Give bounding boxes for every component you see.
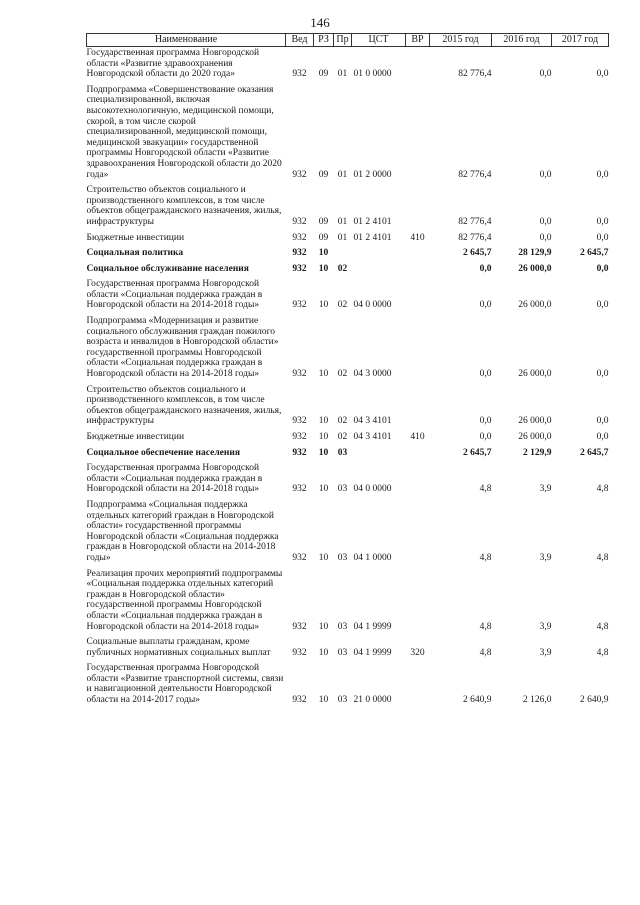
cell-vr [406,84,430,184]
cell-cst: 04 1 9999 [353,621,392,632]
cell-cst: 01 0 0000 [353,69,392,80]
cell-pr: 03 [337,447,348,458]
cell-y2017: 4,8 [596,552,609,563]
cell-ved: 932 [292,416,307,427]
cell-name: Государственная программа Новгородской области «Развитие здравоохранения Новгородской области до 2020 года» [86,48,260,80]
table-row [87,499,609,568]
table-row [87,462,609,499]
cell-pr [334,247,352,263]
cell-rz: 09 [318,216,329,227]
cell-ved: 932 [292,232,307,243]
cell-y2015: 4,8 [479,647,492,658]
cell-y2017: 0,0 [596,169,609,180]
cell-cst: 01 2 0000 [353,169,392,180]
cell-y2017: 0,0 [596,263,609,274]
cell-cst: 04 1 0000 [353,552,392,563]
cell-name: Социальное обеспечение населения [86,447,240,458]
cell-cst [352,263,406,279]
cell-ved: 932 [292,484,307,495]
cell-name: Реализация прочих мероприятий подпрограммы «Социальная поддержка отдельных категорий граждан в Новгородской области» государственной программы Новгородской области «Социальная поддержка граждан в Новгородской области на 2014-2018 годы» [86,568,283,632]
cell-rz: 10 [318,695,329,706]
cell-cst [352,447,406,463]
cell-ved: 932 [292,647,307,658]
cell-pr: 03 [337,647,348,658]
cell-ved: 932 [292,169,307,180]
cell-rz: 10 [318,300,329,311]
cell-vr [406,263,430,279]
cell-vr [406,47,430,84]
cell-pr: 02 [337,416,348,427]
cell-y2016: 3,9 [539,552,552,563]
cell-name: Бюджетные инвестиции [86,432,185,442]
cell-rz: 10 [318,552,329,563]
cell-y2017: 4,8 [596,647,609,658]
header-rz: РЗ [314,34,334,47]
cell-vr [406,247,430,263]
cell-rz: 09 [318,169,329,180]
cell-pr: 01 [337,169,348,180]
cell-y2015: 0,0 [479,300,492,311]
cell-name: Подпрограмма «Модернизация и развитие социального обслуживания граждан пожилого возраста и инвалидов в Новгородской области» государственной программы Новгородской области «Социальная поддержка граждан в Новгородской области на 2014-2018 годы» [86,316,279,380]
cell-name: Социальное обслуживание населения [86,263,249,274]
cell-vr [406,662,430,709]
cell-vr [406,184,430,231]
cell-ved: 932 [292,552,307,563]
cell-name: Социальная политика [86,248,184,259]
cell-y2017: 4,8 [596,484,609,495]
cell-y2017: 0,0 [596,216,609,227]
table-row [87,662,609,709]
cell-pr: 01 [337,216,348,227]
cell-y2016: 3,9 [539,484,552,495]
cell-vr [406,315,430,384]
header-2015: 2015 год [430,34,492,47]
cell-y2017: 4,8 [596,621,609,632]
table-row [87,47,609,84]
cell-cst: 01 2 4101 [353,232,392,243]
header-2016: 2016 год [492,34,552,47]
cell-name: Строительство объектов социального и производственного комплексов, в том числе объектов общегражданского назначения, жилья, инфраструктуры [86,384,282,427]
cell-y2015: 2 645,7 [463,447,492,458]
cell-y2016: 3,9 [539,647,552,658]
cell-name: Подпрограмма «Совершенствование оказания специализированной, включая высокотехнологичную, медицинской помощи, скорой, в том числе скорой специализированной, медицинской помощи, медицинской эвакуации» государственной программы Новгородской области «Развитие здравоохранения Новгородской области до 2020 года» [86,84,282,180]
cell-y2016: 26 000,0 [518,369,552,380]
cell-pr: 03 [337,552,348,563]
table-row [87,247,609,263]
cell-name: Социальные выплаты гражданам, кроме публичных нормативных социальных выплат [86,637,271,658]
cell-rz: 10 [318,263,329,274]
cell-y2015: 2 640,9 [463,695,492,706]
cell-name: Подпрограмма «Социальная поддержка отдельных категорий граждан в Новгородской области» государственной программы Новгородской области «Социальная поддержка граждан в Новгородской области на 2014-2018 годы» [86,499,279,563]
cell-y2016: 26 000,0 [518,263,552,274]
header-2017: 2017 год [552,34,609,47]
header-vr: ВР [406,34,430,47]
header-ved: Вед [286,34,314,47]
cell-ved: 932 [292,216,307,227]
table-header-row [87,34,609,47]
cell-rz: 10 [318,369,329,380]
cell-y2017: 0,0 [596,232,609,243]
cell-vr [406,278,430,315]
cell-y2016: 0,0 [539,216,552,227]
cell-y2015: 0,0 [479,416,492,427]
cell-vr: 410 [410,432,425,442]
cell-y2015: 82 776,4 [458,169,492,180]
cell-vr [406,568,430,637]
page-number: 146 [310,15,330,30]
cell-vr [406,384,430,431]
cell-y2016: 26 000,0 [518,300,552,311]
cell-cst: 04 3 4101 [353,416,392,427]
cell-y2017: 0,0 [596,416,609,427]
cell-y2015: 0,0 [479,432,492,442]
cell-ved: 932 [292,695,307,706]
table-row [87,184,609,231]
cell-cst: 04 3 0000 [353,369,392,380]
header-cst: ЦСТ [352,34,406,47]
cell-cst: 21 0 0000 [353,695,392,706]
cell-y2017: 0,0 [596,369,609,380]
cell-cst: 04 0 0000 [353,484,392,495]
cell-name: Государственная программа Новгородской области «Социальная поддержка граждан в Новгородской области на 2014-2018 годы» [86,463,263,495]
cell-y2015: 0,0 [479,369,492,380]
cell-y2016: 2 129,9 [523,447,552,458]
table-row [87,278,609,315]
cell-cst: 04 1 9999 [353,647,392,658]
cell-ved: 932 [292,69,307,80]
cell-ved: 932 [292,263,307,274]
cell-y2015: 4,8 [479,484,492,495]
cell-rz: 10 [318,484,329,495]
cell-y2016: 3,9 [539,621,552,632]
cell-y2017: 2 640,9 [580,695,609,706]
table-row [87,232,609,248]
cell-y2016: 0,0 [539,69,552,80]
cell-pr: 02 [337,263,348,274]
table-row [87,568,609,637]
cell-pr: 01 [337,232,348,243]
cell-cst: 04 0 0000 [353,300,392,311]
cell-name: Бюджетные инвестиции [86,232,185,243]
cell-ved: 932 [292,621,307,632]
cell-y2015: 2 645,7 [463,248,492,259]
cell-cst: 01 2 4101 [353,216,392,227]
cell-pr: 03 [337,621,348,632]
table-row [87,315,609,384]
cell-vr [406,499,430,568]
table-row [87,636,609,662]
cell-y2015: 82 776,4 [458,216,492,227]
table-row [87,431,609,447]
cell-y2016: 28 129,9 [518,248,552,259]
cell-rz: 09 [318,69,329,80]
budget-table [86,33,609,710]
cell-ved: 932 [292,300,307,311]
header-name: Наименование [87,34,286,47]
cell-rz: 10 [318,248,329,259]
cell-rz: 10 [318,647,329,658]
cell-vr: 410 [410,232,425,243]
cell-pr: 01 [337,69,348,80]
cell-y2017: 0,0 [596,300,609,311]
table-row [87,384,609,431]
cell-pr: 02 [337,432,348,442]
table-row [87,84,609,184]
cell-vr [406,462,430,499]
cell-cst [352,247,406,263]
cell-y2016: 2 126,0 [523,695,552,706]
cell-name: Строительство объектов социального и производственного комплексов, в том числе объектов общегражданского назначения, жилья, инфраструктуры [86,185,282,227]
cell-rz: 10 [318,447,329,458]
cell-y2016: 0,0 [539,232,552,243]
cell-ved: 932 [292,432,307,442]
cell-vr: 320 [410,647,425,658]
cell-ved: 932 [292,447,307,458]
cell-y2015: 82 776,4 [458,232,492,243]
cell-y2015: 0,0 [479,263,492,274]
cell-cst: 04 3 4101 [353,432,392,442]
cell-rz: 10 [318,416,329,427]
cell-name: Государственная программа Новгородской области «Развитие транспортной системы, связи и навигационной деятельности Новгородской области на 2014-2017 годы» [86,663,284,706]
cell-vr [406,447,430,463]
cell-pr: 02 [337,300,348,311]
cell-pr: 03 [337,695,348,706]
cell-rz: 10 [318,432,329,442]
cell-ved: 932 [292,248,307,259]
table-row [87,447,609,463]
cell-ved: 932 [292,369,307,380]
cell-y2016: 26 000,0 [518,416,552,427]
cell-y2017: 2 645,7 [580,248,609,259]
cell-y2017: 0,0 [596,432,609,442]
cell-y2015: 82 776,4 [458,69,492,80]
cell-y2015: 4,8 [479,621,492,632]
cell-y2017: 0,0 [596,69,609,80]
cell-y2015: 4,8 [479,552,492,563]
table-row [87,263,609,279]
cell-rz: 10 [318,621,329,632]
cell-rz: 09 [318,232,329,243]
cell-pr: 02 [337,369,348,380]
cell-name: Государственная программа Новгородской области «Социальная поддержка граждан в Новгородской области на 2014-2018 годы» [86,279,263,311]
cell-y2017: 2 645,7 [580,447,609,458]
cell-y2016: 0,0 [539,169,552,180]
cell-pr: 03 [337,484,348,495]
cell-y2016: 26 000,0 [518,432,552,442]
header-pr: Пр [334,34,352,47]
